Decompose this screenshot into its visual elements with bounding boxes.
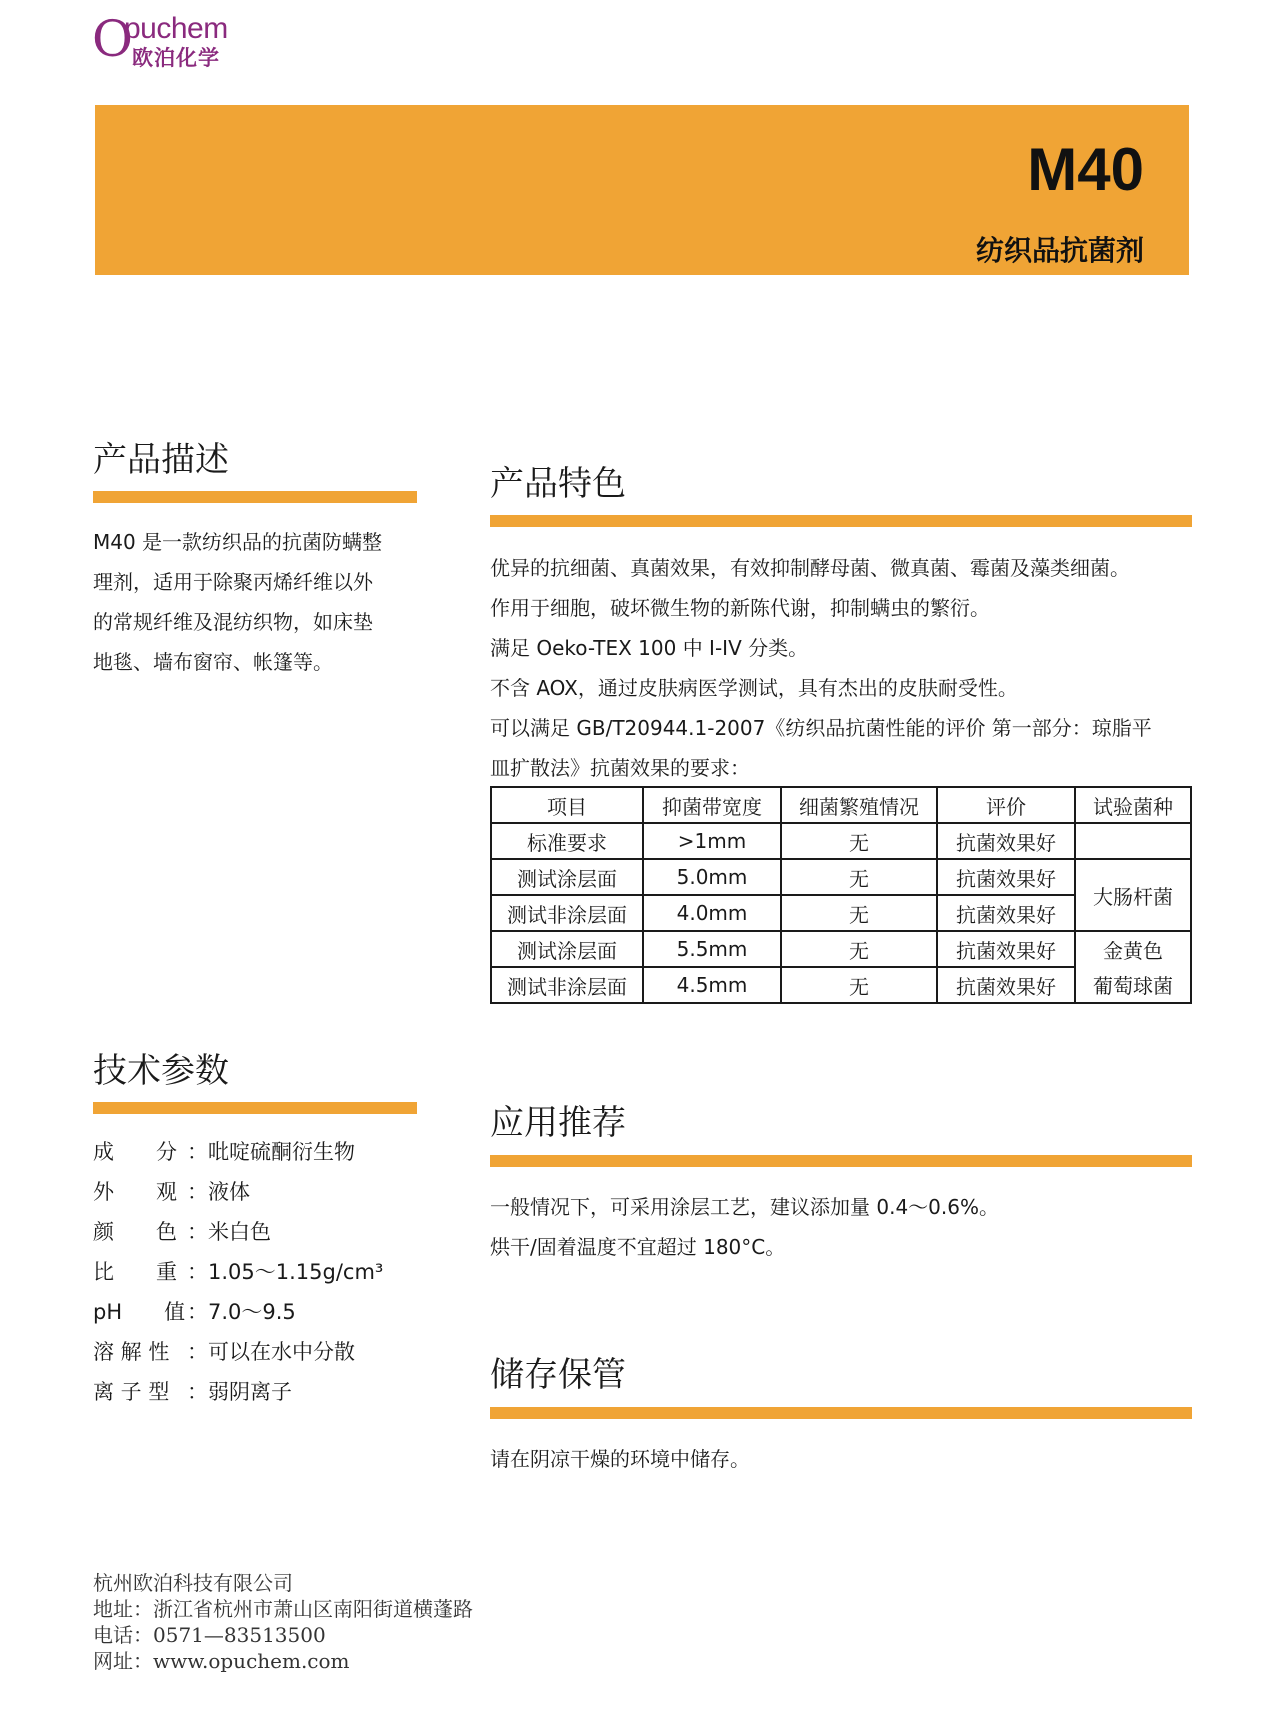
table-cell xyxy=(1075,823,1191,859)
table-cell: 葡萄球菌 xyxy=(1075,967,1191,1003)
description-heading: 产品描述 xyxy=(93,440,229,480)
description-divider xyxy=(93,491,417,503)
features-line: 优异的抗细菌、真菌效果，有效抑制酵母菌、微真菌、霉菌及藻类细菌。 xyxy=(490,556,1130,580)
application-heading: 应用推荐 xyxy=(490,1103,626,1143)
storage-text xyxy=(490,1439,750,1479)
features-line: 不含 AOX，通过皮肤病医学测试，具有杰出的皮肤耐受性。 xyxy=(490,676,1018,700)
features-heading: 产品特色 xyxy=(490,464,626,504)
table-cell: 标准要求 xyxy=(491,823,643,859)
description-line: 地毯、墙布窗帘、帐篷等。 xyxy=(93,650,333,674)
table-header-cell: 评价 xyxy=(937,787,1075,823)
footer-phone: 电话：0571—83513500 xyxy=(93,1623,326,1647)
title-banner xyxy=(95,105,1189,275)
table-row xyxy=(491,823,1191,859)
footer-company: 杭州欧泊科技有限公司 xyxy=(93,1571,293,1595)
table-cell: 无 xyxy=(781,895,937,931)
company-footer xyxy=(93,1570,473,1674)
param-label: 溶 解 性 xyxy=(93,1340,170,1364)
table-cell: 5.0mm xyxy=(643,859,781,895)
tech-heading: 技术参数 xyxy=(93,1051,229,1091)
table-cell: 测试非涂层面 xyxy=(491,895,643,931)
param-value: ：7.0～9.5 xyxy=(187,1300,296,1324)
table-cell: 5.5mm xyxy=(643,931,781,967)
param-label: 颜 色 xyxy=(93,1220,177,1244)
logo-chinese-name: 欧泊化学 xyxy=(132,46,220,70)
features-line: 满足 Oeko-TEX 100 中 I-IV 分类。 xyxy=(490,636,809,660)
table-cell: 4.5mm xyxy=(643,967,781,1003)
param-label: 比 重 xyxy=(93,1260,177,1284)
features-line: 作用于细胞，破坏微生物的新陈代谢，抑制螨虫的繁衍。 xyxy=(490,596,990,620)
table-row xyxy=(491,859,1191,895)
product-code: M40 xyxy=(1027,136,1144,203)
application-line: 烘干/固着温度不宜超过 180°C。 xyxy=(490,1235,786,1259)
application-text xyxy=(490,1187,999,1267)
features-text xyxy=(490,548,1152,788)
table-cell: 抗菌效果好 xyxy=(937,859,1075,895)
storage-divider xyxy=(490,1407,1192,1419)
table-cell: 无 xyxy=(781,859,937,895)
table-cell: >1mm xyxy=(643,823,781,859)
param-value: ：1.05～1.15g/cm³ xyxy=(187,1260,384,1284)
table-header-cell: 试验菌种 xyxy=(1075,787,1191,823)
table-cell: 测试涂层面 xyxy=(491,931,643,967)
storage-heading: 储存保管 xyxy=(490,1355,626,1395)
table-header-cell: 抑菌带宽度 xyxy=(643,787,781,823)
param-row xyxy=(93,1172,383,1212)
company-logo xyxy=(92,10,292,70)
param-row xyxy=(93,1212,383,1252)
table-cell: 抗菌效果好 xyxy=(937,895,1075,931)
param-label: 成 分 xyxy=(93,1140,177,1164)
application-divider xyxy=(490,1155,1192,1167)
table-header-cell: 细菌繁殖情况 xyxy=(781,787,937,823)
table-cell: 测试涂层面 xyxy=(491,859,643,895)
table-cell: 4.0mm xyxy=(643,895,781,931)
footer-address: 地址：浙江省杭州市萧山区南阳街道横蓬路 xyxy=(93,1597,473,1621)
description-line: 理剂，适用于除聚丙烯纤维以外 xyxy=(93,570,373,594)
table-cell: 测试非涂层面 xyxy=(491,967,643,1003)
application-line: 一般情况下，可采用涂层工艺，建议添加量 0.4～0.6%。 xyxy=(490,1195,999,1219)
logo-letter-o: O xyxy=(92,10,133,68)
logo-wordmark: puchem xyxy=(124,12,228,45)
table-cell: 金黄色 xyxy=(1075,931,1191,967)
table-cell: 抗菌效果好 xyxy=(937,931,1075,967)
table-header-cell: 项目 xyxy=(491,787,643,823)
param-value: ：可以在水中分散 xyxy=(187,1340,355,1364)
features-line: 皿扩散法》抗菌效果的要求： xyxy=(490,756,750,780)
param-value: ：米白色 xyxy=(187,1220,271,1244)
table-row xyxy=(491,931,1191,967)
param-value: ：弱阴离子 xyxy=(187,1380,292,1404)
features-line: 可以满足 GB/T20944.1-2007《纺织品抗菌性能的评价 第一部分：琼脂平 xyxy=(490,716,1152,740)
table-row xyxy=(491,967,1191,1003)
product-subtitle: 纺织品抗菌剂 xyxy=(975,234,1144,267)
table-cell: 抗菌效果好 xyxy=(937,967,1075,1003)
description-text xyxy=(93,522,382,682)
features-divider xyxy=(490,515,1192,527)
param-value: ：吡啶硫酮衍生物 xyxy=(187,1140,355,1164)
param-row xyxy=(93,1132,383,1172)
table-header-row xyxy=(491,787,1191,823)
table-cell: 抗菌效果好 xyxy=(937,823,1075,859)
tech-divider xyxy=(93,1102,417,1114)
storage-line: 请在阴凉干燥的环境中储存。 xyxy=(490,1447,750,1471)
param-row xyxy=(93,1292,383,1332)
description-line: 的常规纤维及混纺织物，如床垫 xyxy=(93,610,373,634)
param-label: 离 子 型 xyxy=(93,1380,170,1404)
antibacterial-test-table xyxy=(490,786,1192,1004)
param-value: ：液体 xyxy=(187,1180,250,1204)
tech-params-list xyxy=(93,1132,383,1412)
param-row xyxy=(93,1372,383,1412)
param-label: pH 值 xyxy=(93,1300,186,1324)
param-row xyxy=(93,1332,383,1372)
table-cell: 无 xyxy=(781,931,937,967)
param-row xyxy=(93,1252,383,1292)
table-cell: 无 xyxy=(781,967,937,1003)
table-cell: 无 xyxy=(781,823,937,859)
footer-website: 网址：www.opuchem.com xyxy=(93,1649,350,1673)
description-line: M40 是一款纺织品的抗菌防螨整 xyxy=(93,530,383,554)
param-label: 外 观 xyxy=(93,1180,177,1204)
table-cell-merged: 大肠杆菌 xyxy=(1075,859,1191,931)
